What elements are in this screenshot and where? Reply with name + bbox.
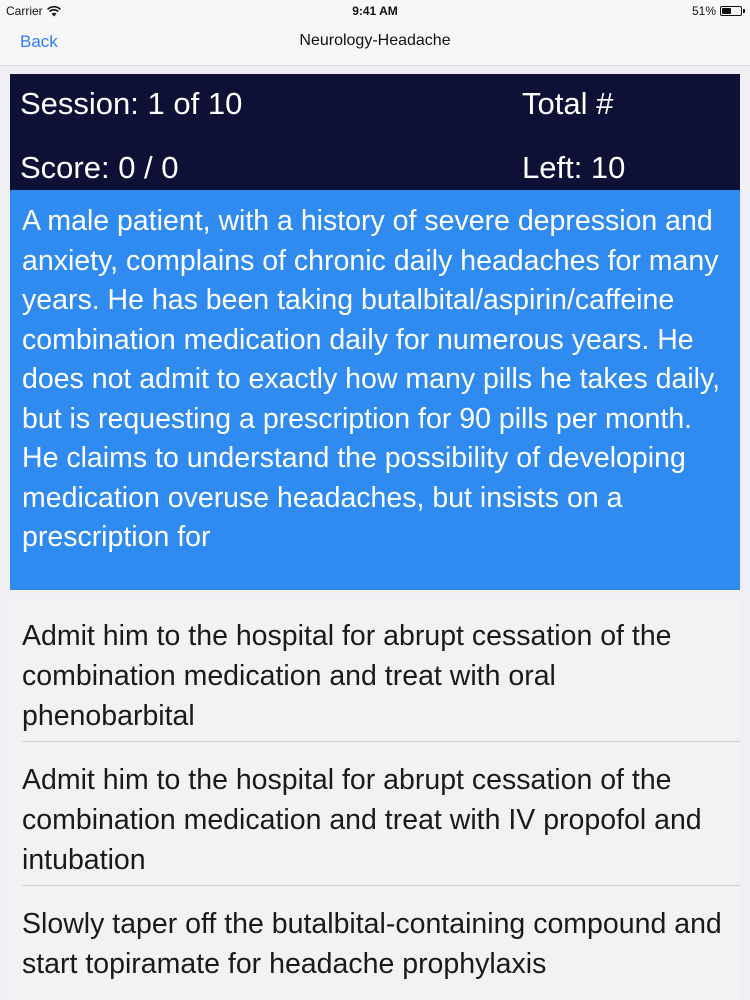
page-title: Neurology-Headache [299, 32, 451, 49]
battery-fill [722, 8, 731, 14]
carrier-label: Carrier [6, 4, 43, 18]
battery-percent: 51% [691, 4, 716, 18]
answer-option-3[interactable]: Slowly taper off the butalbital-containing compound and start topiramate for headache prophylaxis [10, 886, 740, 1000]
status-bar [0, 0, 750, 22]
battery-icon [720, 6, 742, 16]
session-counter: Session: 1 of 10 [20, 86, 243, 121]
score-counter: Score: 0 / 0 [20, 150, 179, 185]
battery-tip [743, 9, 745, 13]
score-panel [10, 74, 740, 190]
status-time: 9:41 AM [352, 4, 398, 18]
question-panel[interactable] [10, 190, 740, 590]
question-text: A male patient, with a history of severe depression and anxiety, complains of chronic daily headaches for many years. He has been taking butalbital/aspirin/caffeine combination medication daily for numerous years. He does not admit to exactly how many pills he takes daily, but is requesting a prescription for 90 pills per month. He claims to understand the possibility of developing medication overuse headaches, but insists on a prescription for [22, 205, 721, 553]
answer-option-2[interactable]: Admit him to the hospital for abrupt cessation of the combination medication and treat with IV propofol and intubation [10, 742, 740, 886]
questions-left-counter: Left: 10 [522, 150, 626, 185]
status-right [692, 4, 742, 18]
answer-option-1[interactable]: Admit him to the hospital for abrupt cessation of the combination medication and treat with oral phenobarbital [10, 598, 740, 742]
navigation-bar [0, 22, 750, 66]
back-button[interactable]: Back [20, 32, 58, 51]
answer-list[interactable] [10, 598, 740, 1000]
total-label: Total # [522, 86, 614, 121]
